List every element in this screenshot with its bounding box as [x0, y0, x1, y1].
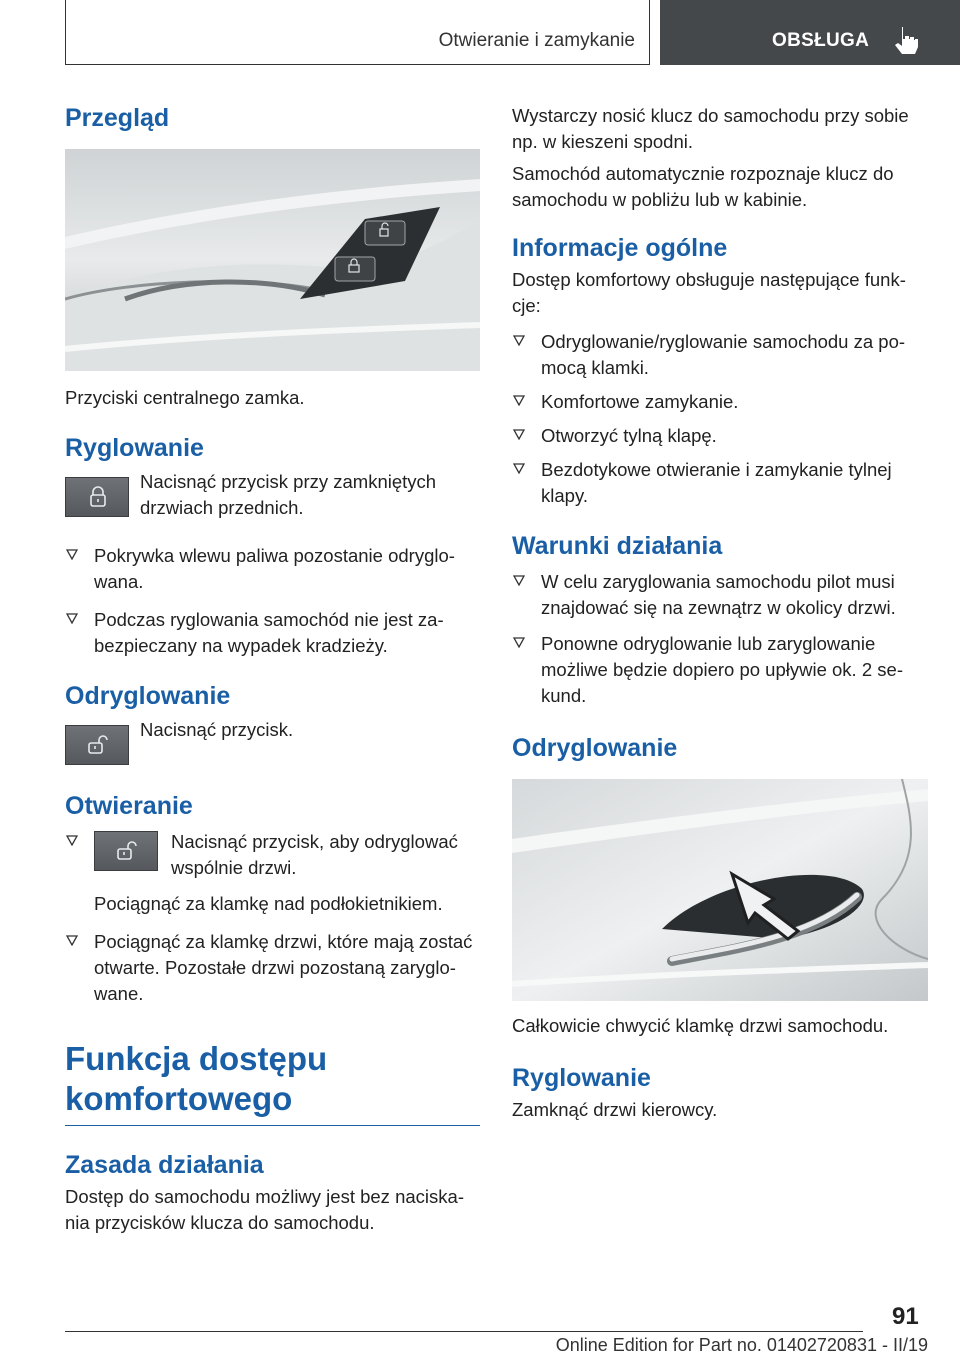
- left-column: [65, 95, 480, 1236]
- triangle-bullet-icon: [66, 613, 78, 624]
- locking-text: Nacisnąć przycisk przy zamkniętych drzwiach przednich.: [140, 471, 437, 518]
- triangle-bullet-icon: [66, 835, 78, 846]
- door-handle-photo: [512, 779, 928, 1001]
- unlock-button-icon: [94, 831, 158, 871]
- triangle-bullet-icon: [66, 549, 78, 560]
- triangle-bullet-icon: [513, 429, 525, 440]
- list-item: Otworzyć tylną klapę.: [512, 423, 928, 449]
- principle-text: Dostęp do samochodu możliwy jest bez naciskania przycisków klucza do samochodu.: [65, 1186, 464, 1233]
- list-item: Pociągnąć za klamkę drzwi, które mają zostać otwarte. Pozostałe drzwi pozostaną zaryglowane.: [65, 929, 480, 1007]
- conditions-heading: Warunki działania: [512, 532, 723, 560]
- overview-heading: Przegląd: [65, 104, 170, 132]
- unlocking-heading-right: Odryglowanie: [512, 734, 678, 762]
- locking-text-right: Zamknąć drzwi kierowcy.: [512, 1099, 718, 1120]
- principle-heading: Zasada działania: [65, 1151, 264, 1179]
- list-item: Bezdotykowe otwieranie i zamykanie tylnej klapy.: [512, 457, 928, 509]
- intro-text-1: Wystarczy nosić klucz do samochodu przy sobie np. w kieszeni spodni.: [512, 105, 909, 152]
- unlocking-heading: Odryglowanie: [65, 682, 231, 710]
- page-number: 91: [892, 1303, 919, 1330]
- comfort-access-heading: Funkcja dostępu komfortowego: [65, 1040, 328, 1117]
- conditions-list: [512, 569, 928, 709]
- header-section-tab: [660, 0, 960, 65]
- opening-item-1-sub: Pociągnąć za klamkę nad podłokietnikiem.: [94, 893, 443, 914]
- triangle-bullet-icon: [513, 637, 525, 648]
- list-item: Ponowne odryglowanie lub zaryglowanie możliwe będzie dopiero po upływie ok. 2 sekund.: [512, 631, 928, 709]
- door-buttons-photo: [65, 149, 480, 371]
- header-chapter-box: [65, 0, 650, 65]
- general-info-text: Dostęp komfortowy obsługuje następujące funkcje:: [512, 269, 906, 316]
- right-column: [512, 95, 928, 1123]
- locking-instruction: [65, 469, 480, 521]
- intro-text-2: Samochód automatycznie rozpoznaje klucz do samochodu w pobliżu lub w kabinie.: [512, 163, 894, 210]
- unlocking-instruction: [65, 717, 480, 765]
- locking-notes-list: [65, 543, 480, 659]
- footer-edition: Online Edition for Part no. 01402720831 - II/19: [555, 1335, 928, 1355]
- header-section-title: OBSŁUGA: [772, 30, 870, 51]
- hand-pointer-icon: [892, 25, 920, 55]
- unlocking-caption: Całkowicie chwycić klamkę drzwi samochodu.: [512, 1015, 889, 1036]
- unlock-button-icon: [65, 725, 129, 765]
- lock-button-icon: [65, 477, 129, 517]
- triangle-bullet-icon: [513, 575, 525, 586]
- opening-list-2: [65, 929, 480, 1007]
- header-chapter-title: Otwieranie i zamykanie: [438, 30, 635, 51]
- general-info-list: [512, 329, 928, 509]
- general-info-heading: Informacje ogólne: [512, 234, 728, 262]
- list-item: Podczas ryglowania samochód nie jest zabezpieczany na wypadek kradzieży.: [65, 607, 480, 659]
- overview-caption: Przyciski centralnego zamka.: [65, 387, 305, 408]
- locking-heading: Ryglowanie: [65, 434, 204, 462]
- list-item: Komfortowe zamykanie.: [512, 389, 928, 415]
- list-item: W celu zaryglowania samochodu pilot musi znajdować się na zewnątrz w okolicy drzwi.: [512, 569, 928, 621]
- footer-rule: [65, 1331, 863, 1332]
- section-rule: [65, 1125, 480, 1126]
- list-item: [65, 829, 480, 881]
- locking-heading-right: Ryglowanie: [512, 1064, 651, 1092]
- opening-heading: Otwieranie: [65, 792, 193, 820]
- list-item: Odryglowanie/ryglowanie samochodu za pomocą klamki.: [512, 329, 928, 381]
- triangle-bullet-icon: [513, 395, 525, 406]
- triangle-bullet-icon: [513, 335, 525, 346]
- unlocking-text: Nacisnąć przycisk.: [140, 719, 294, 740]
- opening-list: [65, 829, 480, 881]
- triangle-bullet-icon: [513, 463, 525, 474]
- triangle-bullet-icon: [66, 935, 78, 946]
- list-item: Pokrywka wlewu paliwa pozostanie odryglowana.: [65, 543, 480, 595]
- opening-item-1: Nacisnąć przycisk, aby odryglować wspólnie drzwi.: [171, 831, 458, 878]
